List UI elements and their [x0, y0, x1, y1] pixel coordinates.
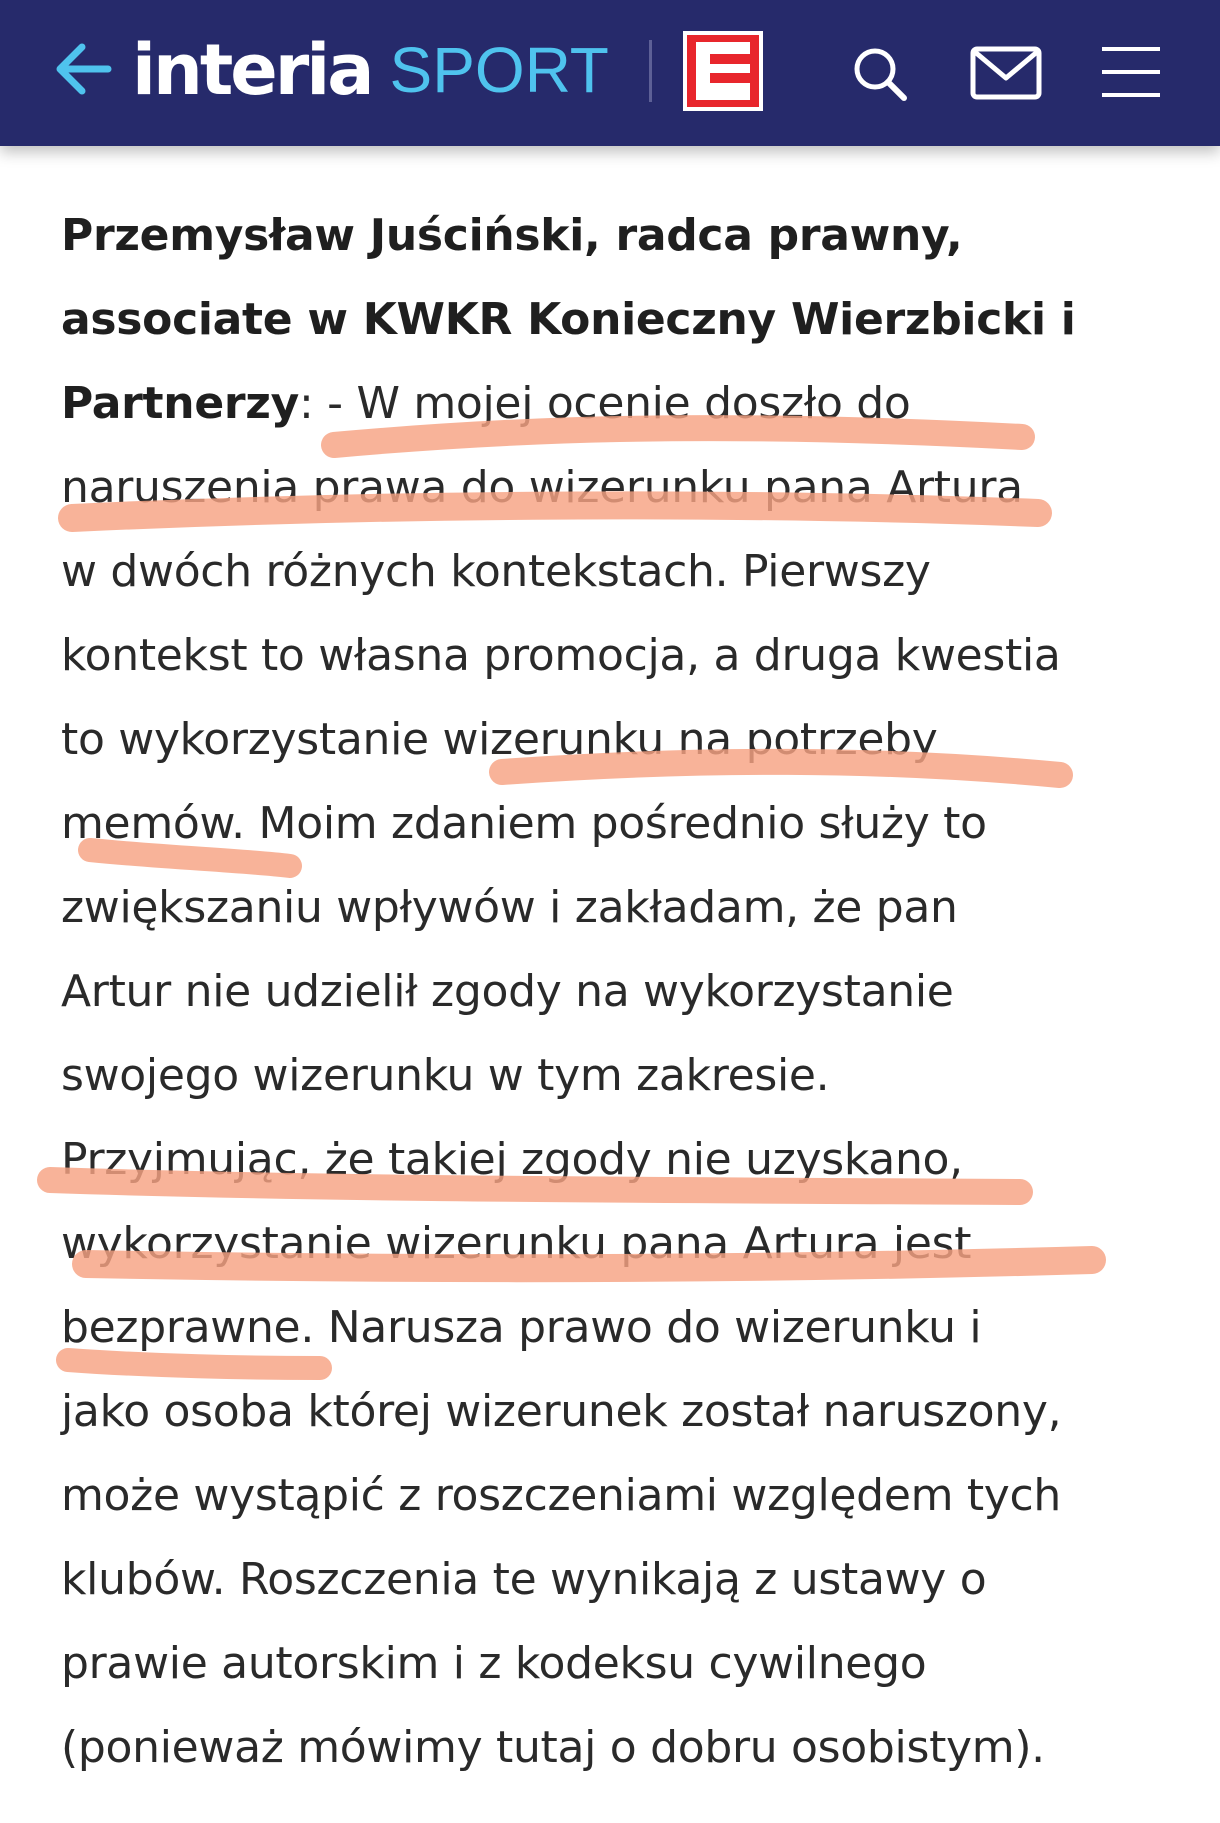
article-line: wykorzystanie wizerunku pana Artura jest [61, 1218, 972, 1269]
article-paragraph [61, 194, 1181, 1790]
logo-sport-text: SPORT [389, 34, 609, 106]
article-line: w dwóch różnych kontekstach. Pierwszy [61, 546, 931, 597]
quote-author: Przemysław Juściński, radca prawny, associate w KWKR Konieczny Wierzbicki i Partnerzy [61, 210, 1076, 429]
hamburger-menu-icon[interactable] [1100, 44, 1162, 100]
eleven-sports-logo-icon[interactable] [682, 30, 764, 112]
article-body [61, 194, 1181, 1790]
article-line: memów. Moim zdaniem pośrednio służy to [61, 798, 987, 849]
article-line: (ponieważ mówimy tutaj o dobru osobistym). [61, 1722, 1045, 1773]
article-line: prawie autorskim i z kodeksu cywilnego [61, 1638, 927, 1689]
article-line: bezprawne. Narusza prawo do wizerunku i [61, 1302, 982, 1353]
article-line: W mojej ocenie doszło do [356, 378, 911, 429]
quote-separator: : - [298, 378, 357, 429]
article-line: to wykorzystanie wizerunku na potrzeby [61, 714, 938, 765]
article-line: Przyjmując, że takiej zgody nie uzyskano, [61, 1134, 963, 1185]
article-line: jako osoba której wizerunek został naruszony, [61, 1386, 1062, 1437]
article-line: zwiększaniu wpływów i zakładam, że pan [61, 882, 958, 933]
interia-sport-logo[interactable] [132, 30, 609, 110]
article-line: może wystąpić z roszczeniami względem tych [61, 1470, 1062, 1521]
article-line: naruszenia prawa do wizerunku pana Artura [61, 462, 1023, 513]
arrow-left-icon[interactable] [52, 38, 114, 100]
top-navigation-bar [0, 0, 1220, 146]
mail-icon[interactable] [970, 46, 1042, 100]
article-line: swojego wizerunku w tym zakresie. [61, 1050, 830, 1101]
logo-main-text: interia [132, 29, 372, 111]
article-line: klubów. Roszczenia te wynikają z ustawy o [61, 1554, 987, 1605]
article-line: kontekst to własna promocja, a druga kwestia [61, 630, 1061, 681]
article-line: Artur nie udzielił zgody na wykorzystanie [61, 966, 954, 1017]
search-icon[interactable] [850, 44, 908, 102]
logo-divider [649, 40, 652, 102]
